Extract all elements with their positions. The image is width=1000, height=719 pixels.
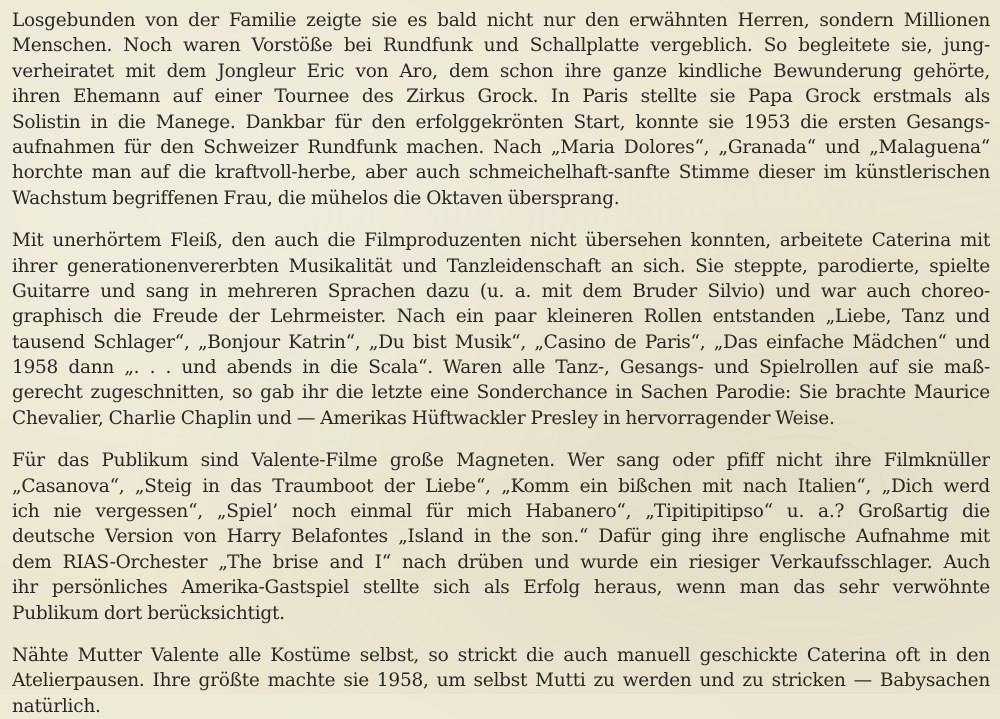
- text-line: gerecht zugeschnitten, so gab ihr die letzte eine Sonderchance in Sachen Parodie: Sie brachte Maurice: [12, 382, 990, 404]
- text-line: Guitarre und sang in mehreren Sprachen dazu (u. a. mit dem Bruder Silvio) und war auch choreo-: [12, 280, 990, 302]
- paragraph: [12, 643, 990, 719]
- text-line: „Casanova“, „Steig in das Traumboot der Liebe“, „Komm ein bißchen mit nach Italien“, „Dich werd: [12, 475, 990, 497]
- text-line: 1958 dann „. . . und abends in die Scala“. Waren alle Tanz-, Gesangs- und Spielrollen auf sie maß-: [12, 357, 990, 379]
- text-line: Solistin in die Manege. Dankbar für den erfolggekrönten Start, konnte sie 1953 die ersten Gesangs-: [12, 111, 990, 133]
- text-line: Für das Publikum sind Valente-Filme große Magneten. Wer sang oder pfiff nicht ihre Filmknüller: [12, 450, 990, 472]
- text-line: Wachstum begriffenen Frau, die mühelos die Oktaven übersprang.: [12, 187, 620, 209]
- text-line: Publikum dort berücksichtigt.: [12, 602, 285, 624]
- text-line: tausend Schlager“, „Bonjour Katrin“, „Du bist Musik“, „Casino de Paris“, „Das einfache Mädchen“ und: [12, 331, 990, 353]
- paragraph: [12, 228, 990, 431]
- text-line: verheiratet mit dem Jongleur Eric von Aro, dem schon ihre ganze kindliche Bewunderung gehörte,: [12, 60, 990, 82]
- paragraph: [12, 8, 990, 211]
- text-line: natürlich.: [12, 695, 101, 717]
- text-line: Chevalier, Charlie Chaplin und — Amerikas Hüftwackler Presley in hervorragender Weise.: [12, 407, 835, 429]
- text-line: Nähte Mutter Valente alle Kostüme selbst, so strickt die auch manuell geschickte Caterina oft in den: [12, 644, 990, 666]
- text-line: Losgebunden von der Familie zeigte sie es bald nicht nur den erwähnten Herren, sondern Millionen: [12, 10, 990, 31]
- text-line: graphisch die Freude der Lehrmeister. Nach ein paar kleineren Rollen entstanden „Liebe, Tanz und: [12, 306, 990, 328]
- text-line: ich nie vergessen“, „Spiel’ noch einmal für mich Habanero“, „Tipitipitipso“ u. a.? Großartig die: [12, 501, 990, 523]
- text-line: Menschen. Noch waren Vorstöße bei Rundfunk und Schallplatte vergeblich. So begleitete sie, jung-: [12, 35, 990, 57]
- text-line: ihr persönliches Amerika-Gastspiel stellte sich als Erfolg heraus, wenn man das sehr verwöhnte: [12, 577, 990, 599]
- paragraph: [12, 448, 990, 626]
- text-line: horchte man auf die kraftvoll-herbe, aber auch schmeichelhaft-sanfte Stimme dieser im künstlerischen: [12, 162, 990, 184]
- text-line: ihrer generationenvererbten Musikalität und Tanzleidenschaft an sich. Sie steppte, parodierte, spielte: [12, 255, 990, 277]
- text-line: Mit unerhörtem Fleiß, den auch die Filmproduzenten nicht übersehen konnten, arbeitete Caterina mit: [12, 230, 990, 252]
- text-line: deutsche Version von Harry Belafontes „Island in the son.“ Dafür ging ihre englische Aufnahme mit: [12, 526, 990, 548]
- text-line: dem RIAS-Orchester „The brise and I“ nach drüben und wurde ein riesiger Verkaufsschlager. Auch: [12, 551, 990, 573]
- text-line: aufnahmen für den Schweizer Rundfunk machen. Nach „Maria Dolores“, „Granada“ und „Malaguena“: [12, 136, 990, 158]
- text-line: ihren Ehemann auf einer Tournee des Zirkus Grock. In Paris stellte sie Papa Grock erstmals als: [12, 86, 990, 108]
- text-line: Atelierpausen. Ihre größte machte sie 1958, um selbst Mutti zu werden und zu stricken — Babysachen: [12, 670, 990, 692]
